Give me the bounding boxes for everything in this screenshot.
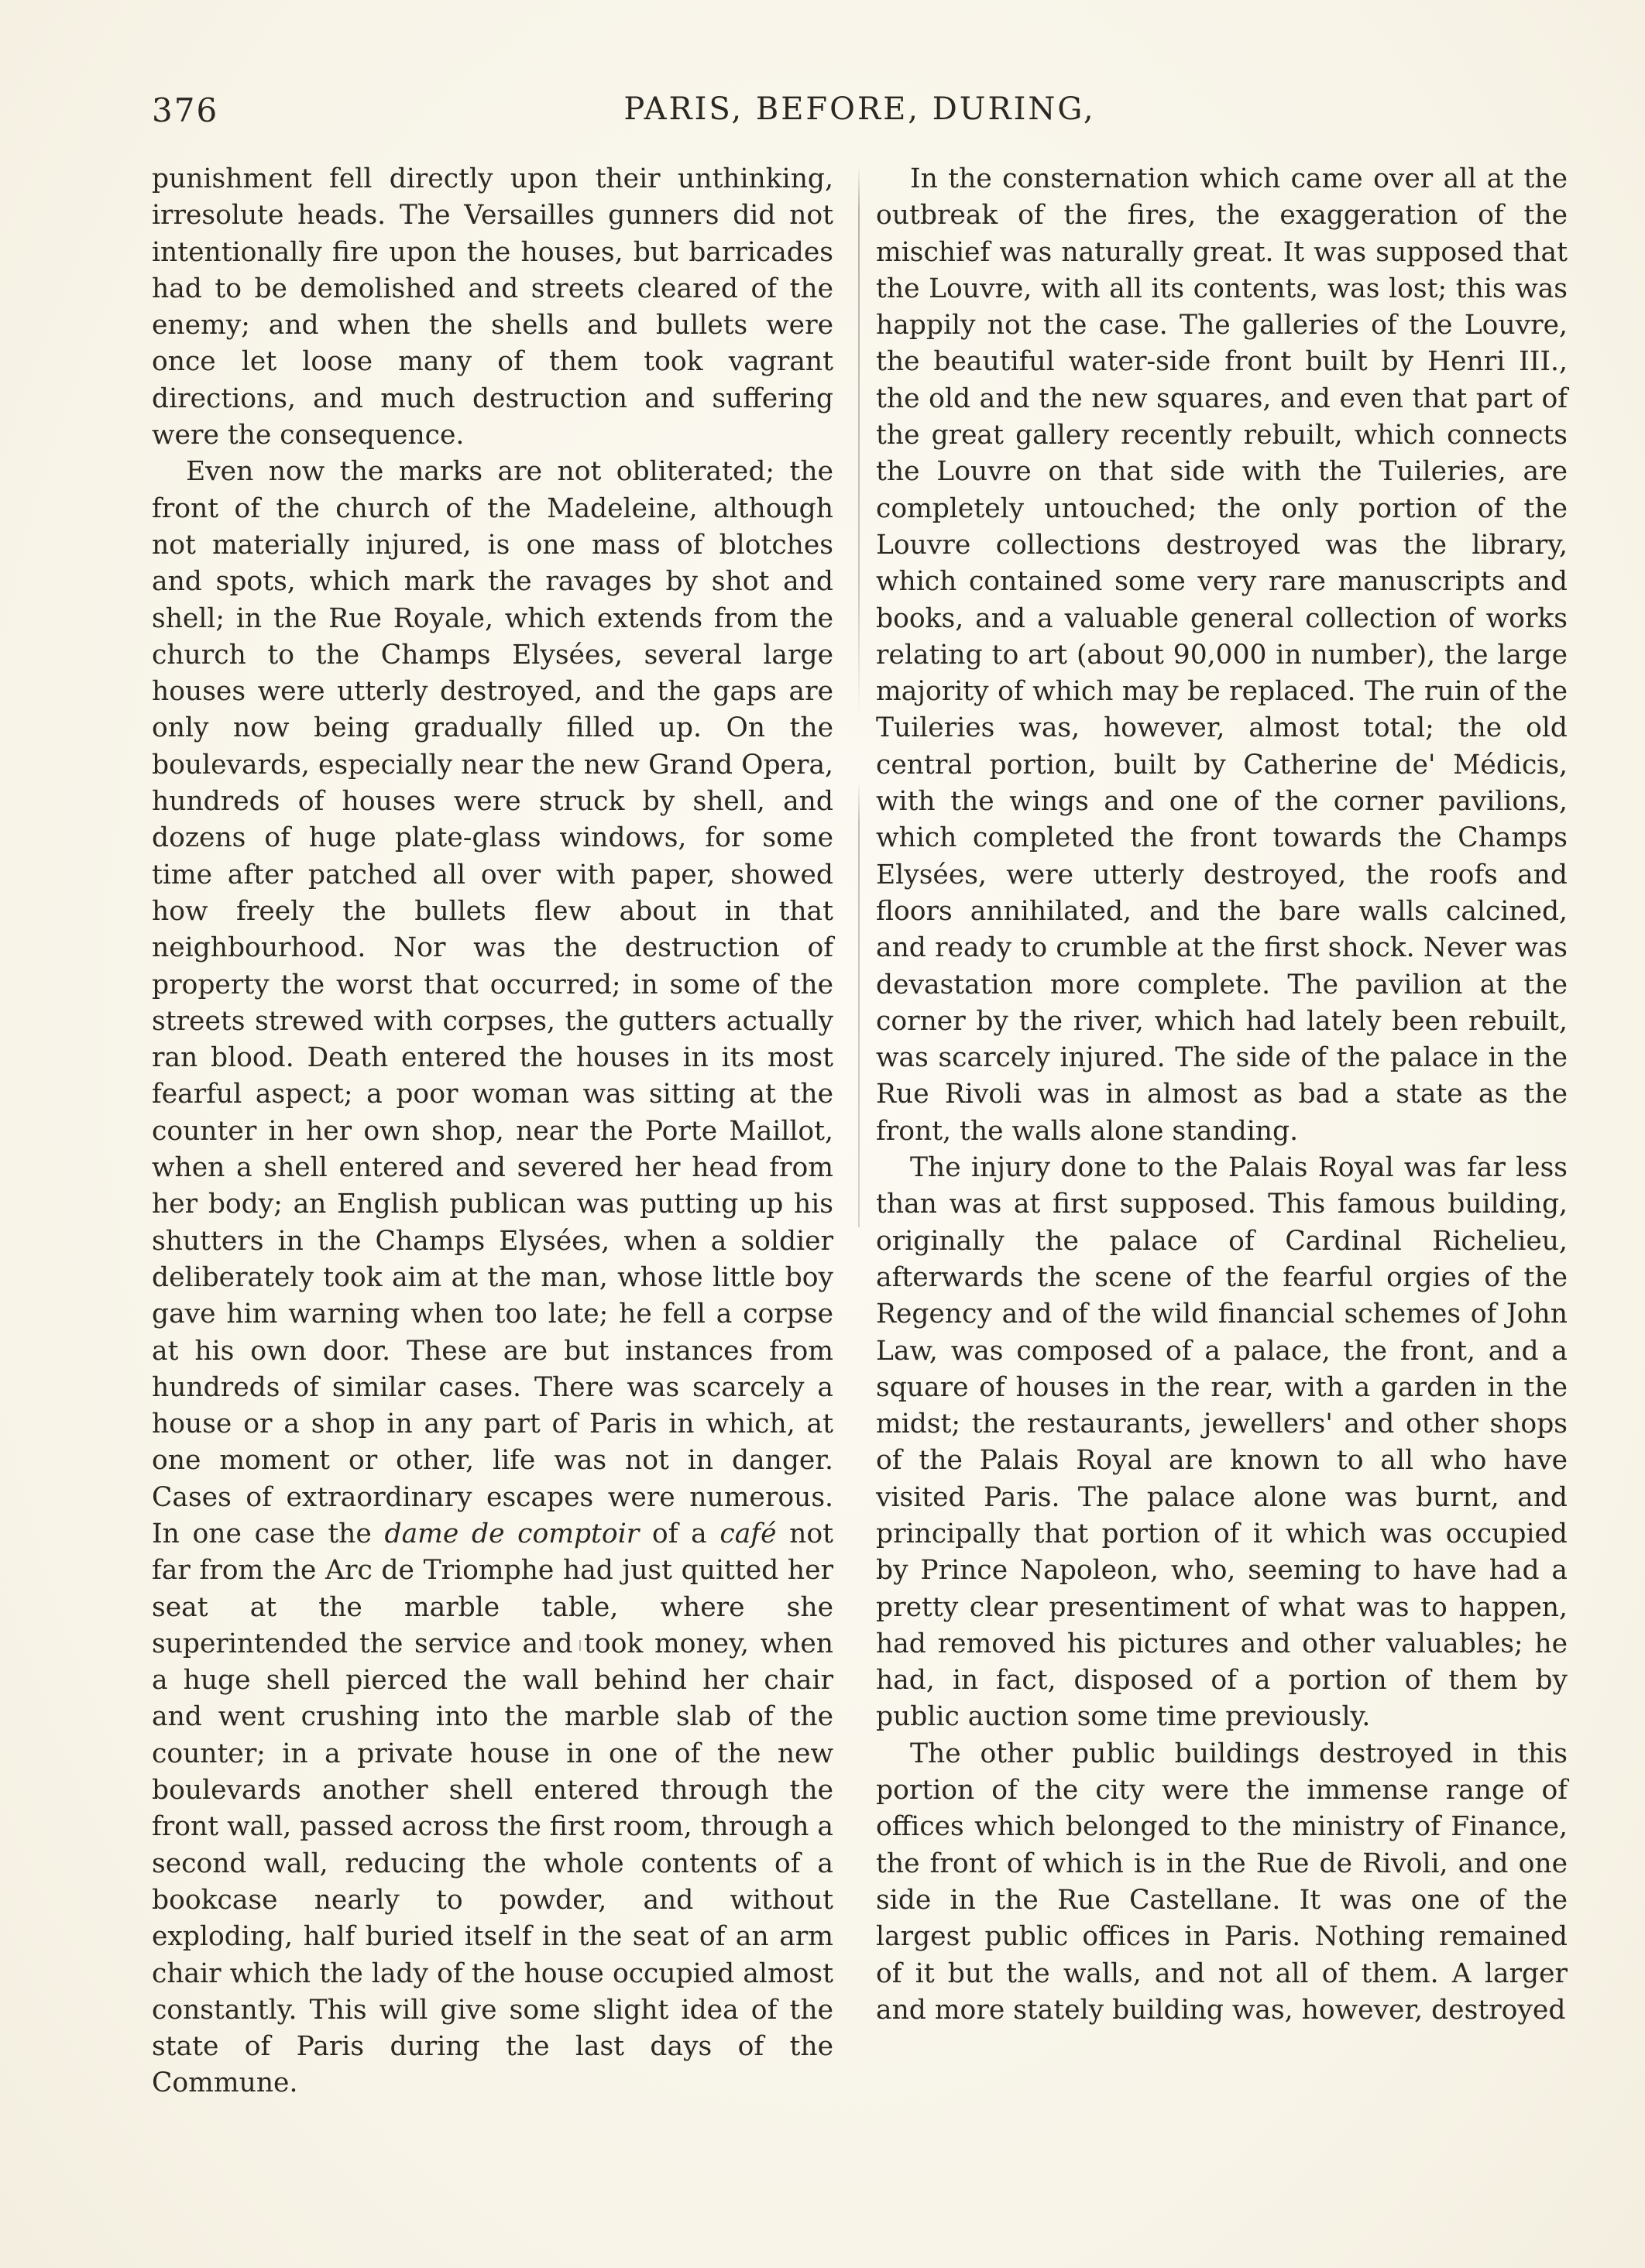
right-paragraph-2: The injury done to the Palais Royal was far less than was at first supposed. This famous building, originally the palace of Cardinal Richelieu, afterwards the scene of the fearful orgies of the Regency and of the wild financial schemes of John Law, was composed of a palace, the front, and a square of houses in the rear, with a garden in the midst; the restaurants, jewellers' and other shops of the Palais Royal are known to all who have visited Paris. The palace alone was burnt, and principally that portion of it which was occupied by Prince Napoleon, who, seeming to have had a pretty clear presentiment of what was to happen, had removed his pictures and other valuables; he had, in fact, disposed of a portion of them by public auction some time previously. xyxy=(876,1152,1568,1733)
right-paragraph-1: In the consternation which came over all at the outbreak of the fires, the exaggeration of the mischief was naturally great. It was supposed that the Louvre, with all its contents, was lost; this was happily not the case. The galleries of the Louvre, the beautiful water-side front built by Henri III., the old and the new squares, and even that part of the great gallery recently rebuilt, which connects the Louvre on that side with the Tuileries, are completely untouched; the only portion of the Louvre collections destroyed was the library, which contained some very rare manuscripts and books, and a valuable general collection of works relating to art (about 90,000 in number), the large majority of which may be replaced. The ruin of the Tuileries was, however, almost total; the old central portion, built by Catherine de' Médicis, with the wings and one of the corner pavilions, which completed the front towards the Champs Elysées, were utterly destroyed, the roofs and floors annihilated, and the bare walls calcined, and ready to crumble at the first shock. Never was devastation more complete. The pavilion at the corner by the river, which had lately been rebuilt, was scarcely injured. The side of the palace in the Rue Rivoli was in almost as bad a state as the front, the walls alone standing. xyxy=(876,163,1568,1147)
page-header xyxy=(152,91,1568,138)
print-mark xyxy=(579,1640,581,1651)
left-paragraph-2-text-a: Even now the marks are not obliterated; the front of the church of the Madeleine, although not materially injured, is one mass of blotches and spots, which mark the ravages by shot and shell; in the Rue Royale, which extends from the church to the Champs Elysées, several large houses were utterly destroyed, and the gaps are only now being gradually filled up. On the boulevards, especially near the new Grand Opera, hundreds of houses were struck by shell, and dozens of huge plate-glass windows, for some time after patched all over with paper, showed how freely the bullets flew about in that neighbourhood. Nor was the destruction of property the worst that occurred; in some of the streets strewed with corpses, the gutters actually ran blood. Death entered the houses in its most fearful aspect; a poor woman was sitting at the counter in her own shop, near the Porte Maillot, when a shell entered and severed her head from her body; an English publican was putting up his shutters in the Champs Elysées, when a soldier deliberately took aim at the man, whose little boy gave him warning when too late; he fell a corpse at his own door. These are but instances from hundreds of similar cases. There was scarcely a house or a shop in any part of Paris in which, at one moment or other, life was not in danger. Cases of extraordinary escapes were numerous. In one case the xyxy=(152,456,833,1549)
italic-word-cafe: café xyxy=(719,1518,777,1549)
italic-phrase-dame-de-comptoir: dame de comptoir xyxy=(384,1518,640,1549)
right-paragraph-3: The other public buildings destroyed in this portion of the city were the immense range of offices which belonged to the ministry of Finance, the front of which is in the Rue de Rivoli, and one side in the Rue Castellane. It was one of the largest public offices in Paris. Nothing remained of it but the walls, and not all of them. A larger and more stately building was, however, destroyed xyxy=(876,1738,1568,2026)
left-paragraph-1: punishment fell directly upon their unthinking, irresolute heads. The Versailles gunners did not intentionally fire upon the houses, but barricades had to be demolished and streets cleared of the enemy; and when the shells and bullets were once let loose many of them took vagrant directions, and much destruction and suffering were the consequence. xyxy=(152,163,833,451)
left-paragraph-2 xyxy=(152,454,833,2102)
right-column xyxy=(876,161,1568,2029)
left-column xyxy=(152,161,833,2102)
column-divider xyxy=(858,166,860,1227)
left-paragraph-2-text-b: of a xyxy=(651,1518,707,1549)
running-title: PARIS, BEFORE, DURING, xyxy=(623,91,1096,127)
page-number: 376 xyxy=(152,91,219,129)
left-paragraph-2-text-c: not far from the Arc de Triomphe had just quitted her seat at the marble table, where she superintended the service and took money, when a huge shell pierced the wall behind her chair and went crushing into the marble slab of the counter; in a private house in one of the new boulevards another shell entered through the front wall, passed across the first room, through a second wall, reducing the whole contents of a bookcase nearly to powder, and without exploding, half buried itself in the seat of an arm chair which the lady of the house occupied almost constantly. This will give some slight idea of the state of Paris during the last days of the Commune. xyxy=(152,1518,834,2099)
